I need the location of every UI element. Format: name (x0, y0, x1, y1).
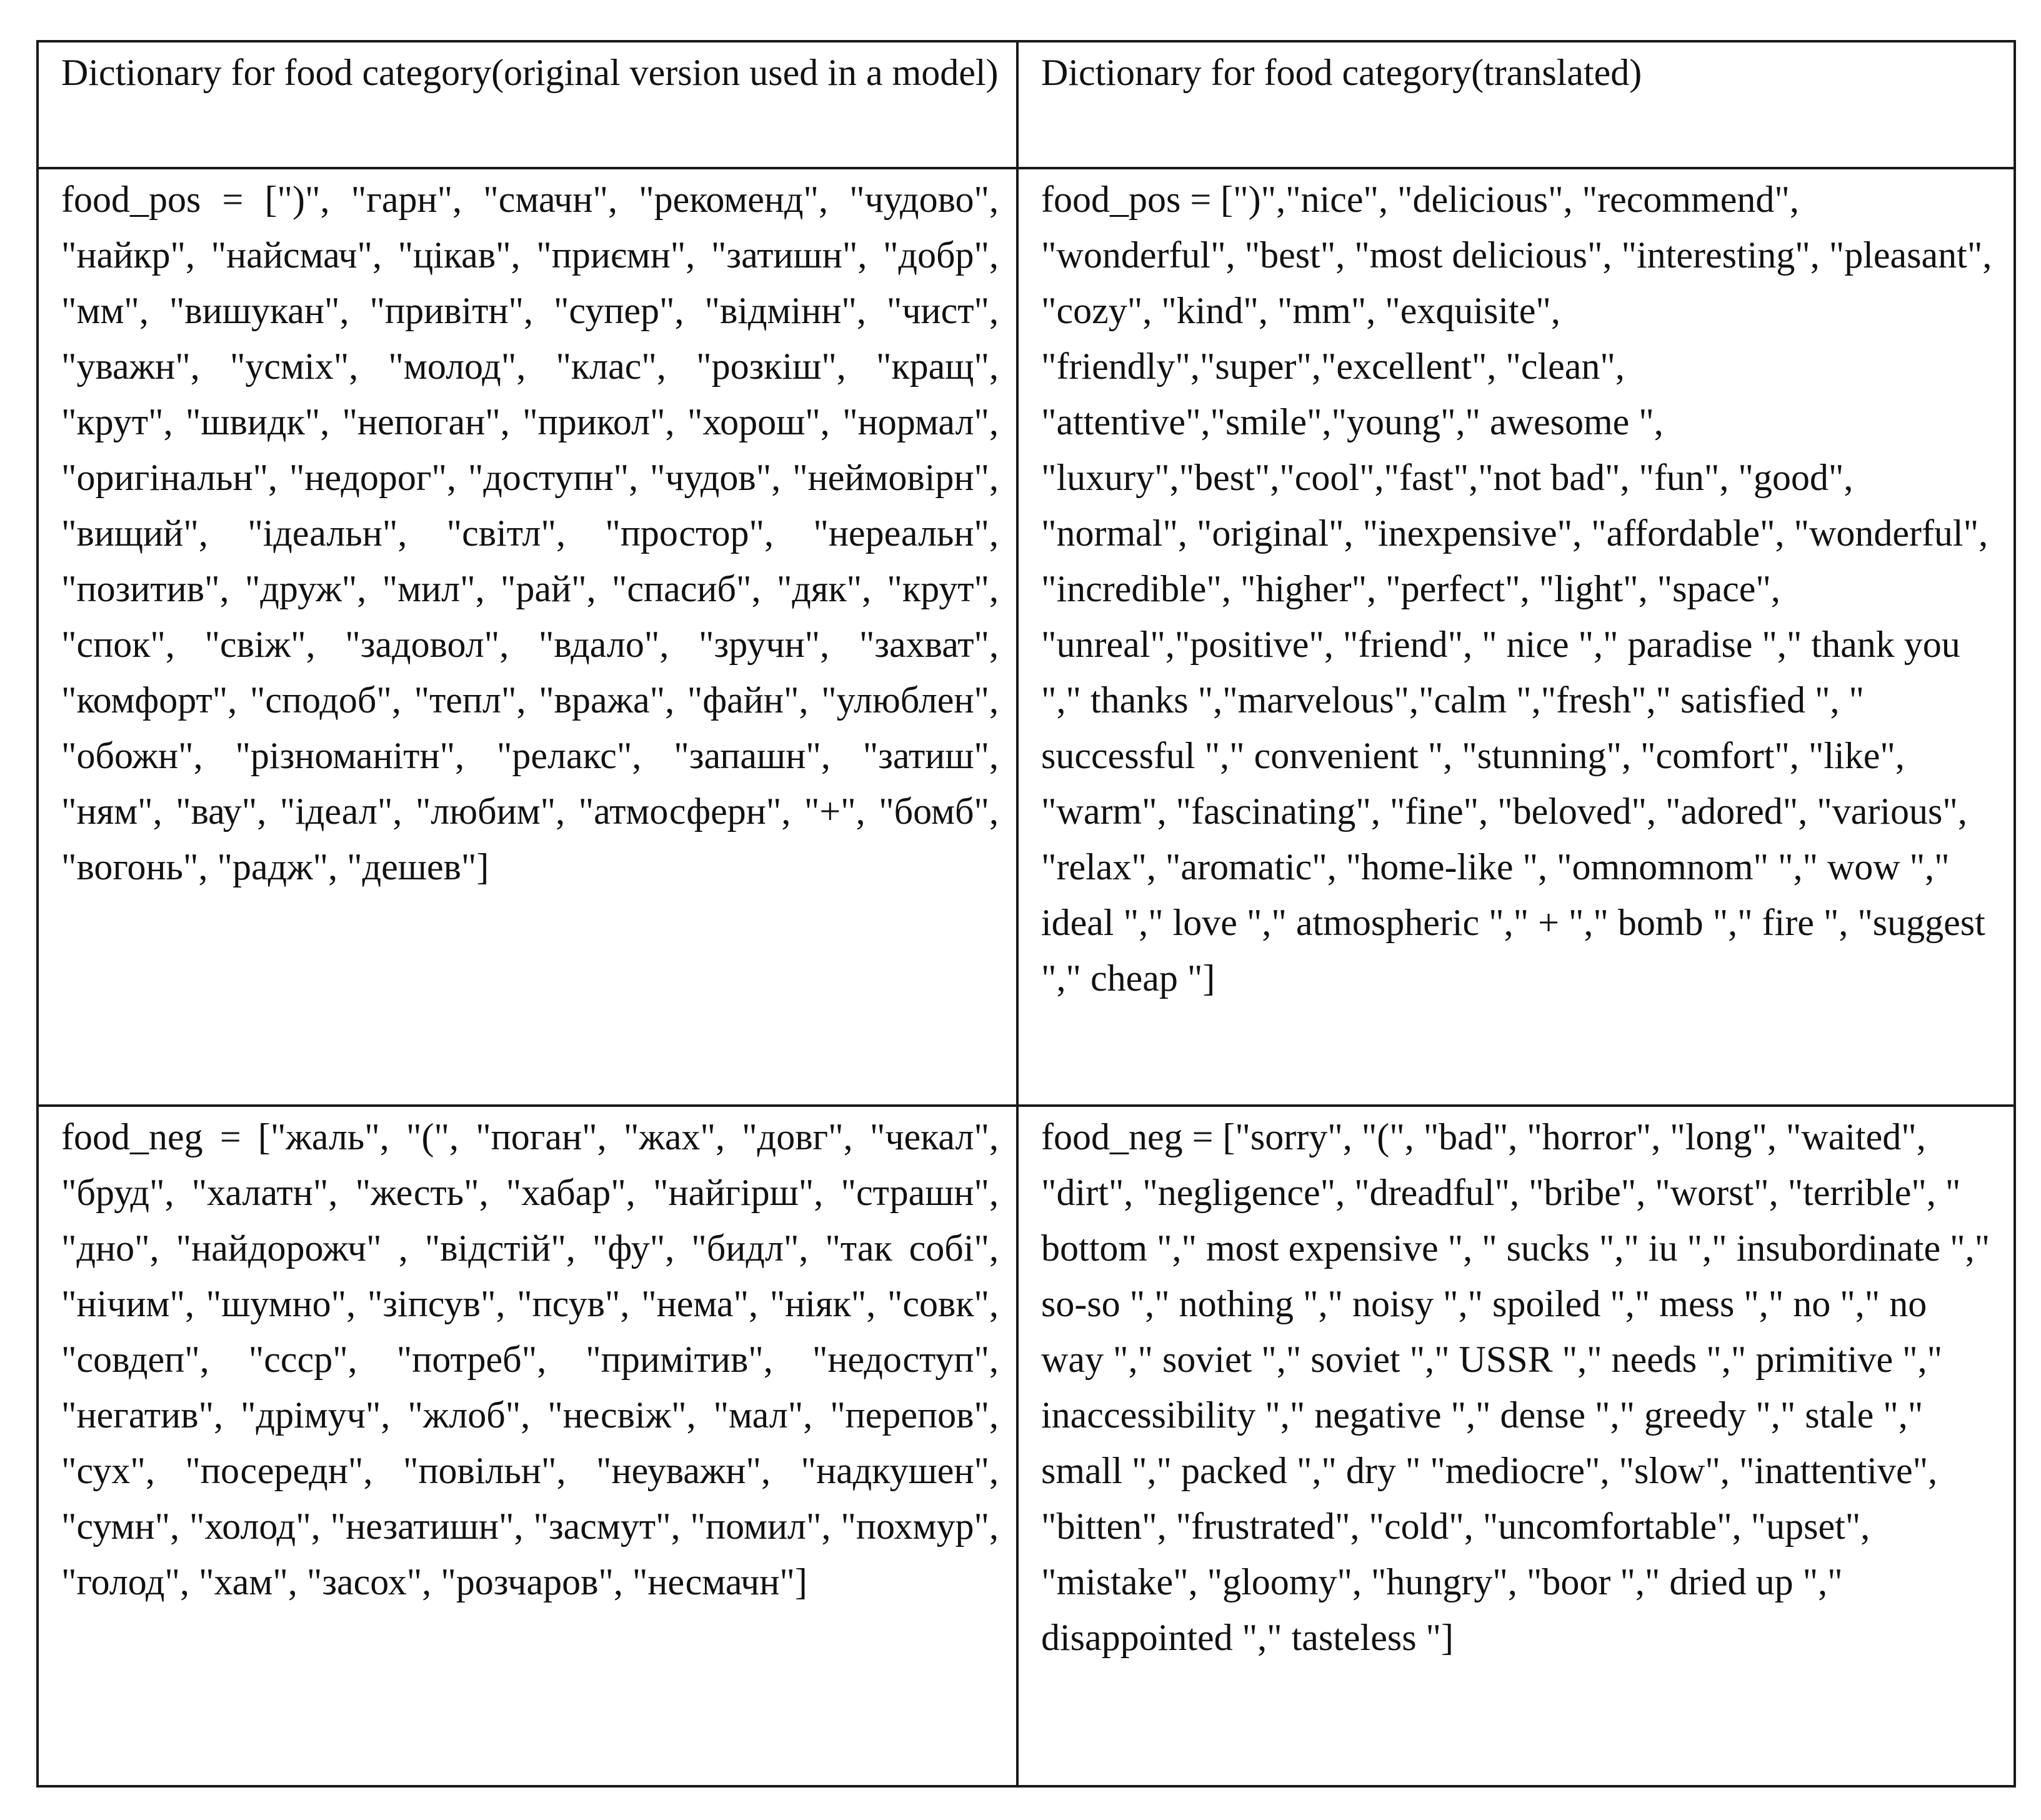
header-translated-cell (1017, 41, 2015, 168)
food-neg-translated-cell (1017, 1106, 2015, 1786)
header-original-cell (37, 41, 1017, 168)
food-neg-original-cell (37, 1106, 1017, 1786)
food-pos-translated-text: food_pos = [")","nice", "delicious", "recommend", "wonderful", "best", "most delicious", "interesting", "pleasant", "cozy", "kind", "mm", "exquisite", "friendly","super","excellent", "clean", "attentive","smile","young"," awesome ", "luxury","best","cool","fast","not bad", "fun", "good", "normal", "original", "inexpensive", "affordable", "wonderful", "incredible", "higher", "perfect", "light", "space", "unreal","positive", "friend", " nice "," paradise "," thank you "," thanks ","marvelous","calm ","fresh"," satisfied ", " successful "," convenient ", "stunning", "comfort", "like", "warm", "fascinating", "fine", "beloved", "adored", "various", "relax", "aromatic", "home-like ", "omnomnom" "," wow "," ideal "," love "," atmospheric "," + "," bomb "," fire ", "suggest "," cheap "] (1041, 179, 1992, 999)
food-pos-original-cell (37, 168, 1017, 1106)
header-translated-text: Dictionary for food category(translated) (1041, 52, 1642, 93)
food-dictionary-table (36, 40, 2016, 1788)
food-neg-original-text: food_neg = ["жаль", "(", "поган", "жах", "довг", "чекал", "бруд", "халатн", "жесть", "хабар", "найгірш", "страшн", "дно", "найдорожч" , "відстій", "фу", "бидл", "так собі", "нічим", "шумно", "зіпсув", "псув", "нема", "ніяк", "совк", "совдеп", "ссср", "потреб", "примітив", "недоступ", "негатив", "дрімуч", "жлоб", "несвіж", "мал", "перепов", "сух", "посередн", "повільн", "неуважн", "надкушен", "сумн", "холод", "незатишн", "засмут", "помил", "похмур", "голод", "хам", "засох", "розчаров", "несмачн"] (61, 1116, 999, 1602)
header-original-text: Dictionary for food category(original version used in a model) (61, 52, 999, 93)
food-pos-original-text: food_pos = [")", "гарн", "смачн", "рекоменд", "чудово", "найкр", "найсмач", "цікав", "приємн", "затишн", "добр", "мм", "вишукан", "привітн", "супер", "відмінн", "чист", "уважн", "усміх", "молод", "клас", "розкіш", "кращ", "крут", "швидк", "непоган", "прикол", "хорош", "нормал", "оригінальн", "недорог", "доступн", "чудов", "неймовірн", "вищий", "ідеальн", "світл", "простор", "нереальн", "позитив", "друж", "мил", "рай", "спасиб", "дяк", "крут", "спок", "свіж", "задовол", "вдало", "зручн", "захват", "комфорт", "сподоб", "тепл", "вража", "файн", "улюблен", "обожн", "різноманітн", "релакс", "запашн", "затиш", "ням", "вау", "ідеал", "любим", "атмосферн", "+", "бомб", "вогонь", "радж", "дешев"] (61, 179, 999, 888)
table-header-row (37, 41, 2015, 168)
food-pos-translated-cell (1017, 168, 2015, 1106)
food-neg-translated-text: food_neg = ["sorry", "(", "bad", "horror", "long", "waited", "dirt", "negligence", "dreadful", "bribe", "worst", "terrible", " bottom "," most expensive ", " sucks "," iu "," insubordinate "," so-so "," nothing "," noisy "," spoiled "," mess "," no "," no way "," soviet "," soviet "," USSR "," needs "," primitive "," inaccessibility "," negative "," dense "," greedy "," stale "," small "," packed "," dry " "mediocre", "slow", "inattentive", "bitten", "frustrated", "cold", "uncomfortable", "upset", "mistake", "gloomy", "hungry", "boor "," dried up "," disappointed "," tasteless "] (1041, 1116, 1990, 1658)
table-row-food-neg (37, 1106, 2015, 1786)
table-row-food-pos (37, 168, 2015, 1106)
